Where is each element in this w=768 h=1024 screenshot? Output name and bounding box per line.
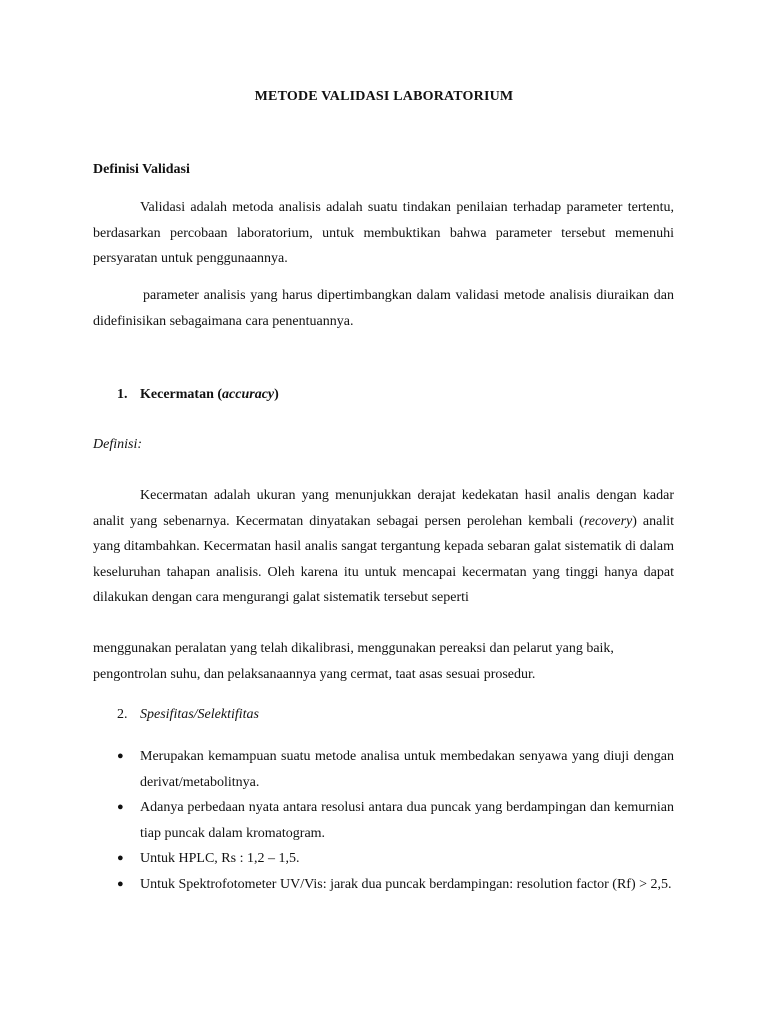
section-number: 1.: [117, 387, 128, 402]
list-item: [117, 744, 674, 795]
section-heading-definisi: Definisi Validasi: [93, 162, 190, 177]
section-title-italic: accuracy: [222, 387, 275, 402]
list-item-text: Adanya perbedaan nyata antara resolusi antara dua puncak yang berdampingan dan kemurnian tiap puncak dalam kromatogram.: [140, 800, 674, 841]
list-item-text: Merupakan kemampuan suatu metode analisa untuk membedakan senyawa yang diuji dengan derivat/metabolitnya.: [140, 749, 674, 790]
paragraph-text: Validasi adalah metoda analisis adalah suatu tindakan penilaian terhadap parameter tertentu, berdasarkan percobaan laboratorium, untuk membuktikan bahwa parameter tersebut memenuhi persyaratan untuk penggunaannya.: [93, 200, 674, 266]
section-number: 2.: [117, 707, 128, 722]
paragraph-text-a: Kecermatan adalah ukuran yang menunjukkan derajat kedekatan hasil analis dengan kadar analit yang sebenarnya. Kecermatan dinyatakan sebagai persen perolehan kembali (: [93, 488, 674, 529]
bullet-icon: ●: [117, 801, 124, 813]
section-title: Spesifitas/Selektifitas: [140, 707, 259, 722]
list-item-text: Untuk Spektrofotometer UV/Vis: jarak dua puncak berdampingan: resolution factor (Rf) > 2,5.: [140, 876, 672, 892]
paragraph-text-b: ) analit yang ditambahkan. Kecermatan hasil analis sangat tergantung kepada sebaran galat sistematik di dalam keseluruhan tahapan analisis. Oleh karena itu untuk mencapai kecermatan yang tinggi hanya dapat dilakukan dengan cara mengurangi galat sistematik tersebut seperti: [93, 513, 674, 605]
list-item: [117, 846, 674, 872]
section-heading-spesifitas: [117, 707, 259, 723]
section-title-close: ): [274, 387, 279, 402]
bullet-icon: ●: [117, 750, 124, 762]
paragraph-kecermatan: [93, 483, 674, 611]
paragraph-parameter-analisis: [93, 283, 674, 334]
bullet-icon: ●: [117, 852, 124, 864]
paragraph-validasi-definition: [93, 195, 674, 272]
list-item: [117, 795, 674, 846]
definisi-label: Definisi:: [93, 437, 142, 452]
list-item: [117, 872, 674, 898]
bullet-icon: ●: [117, 877, 124, 890]
paragraph-text-italic: recovery: [583, 513, 633, 529]
list-item-text: Untuk HPLC, Rs : 1,2 – 1,5.: [140, 851, 300, 866]
bullet-list-spesifitas: [117, 744, 674, 897]
section-heading-kecermatan: [117, 387, 279, 403]
paragraph-kecermatan-continued: menggunakan peralatan yang telah dikalibrasi, menggunakan pereaksi dan pelarut yang baik, pengontrolan suhu, dan pelaksanaannya yang cermat, taat asas sesuai prosedur.: [93, 641, 614, 682]
document-title: METODE VALIDASI LABORATORIUM: [254, 89, 514, 104]
section-title: Kecermatan (: [140, 387, 223, 402]
paragraph-text: parameter analisis yang harus dipertimbangkan dalam validasi metode analisis diuraikan dan didefinisikan sebagaimana cara penentuannya.: [93, 288, 674, 329]
